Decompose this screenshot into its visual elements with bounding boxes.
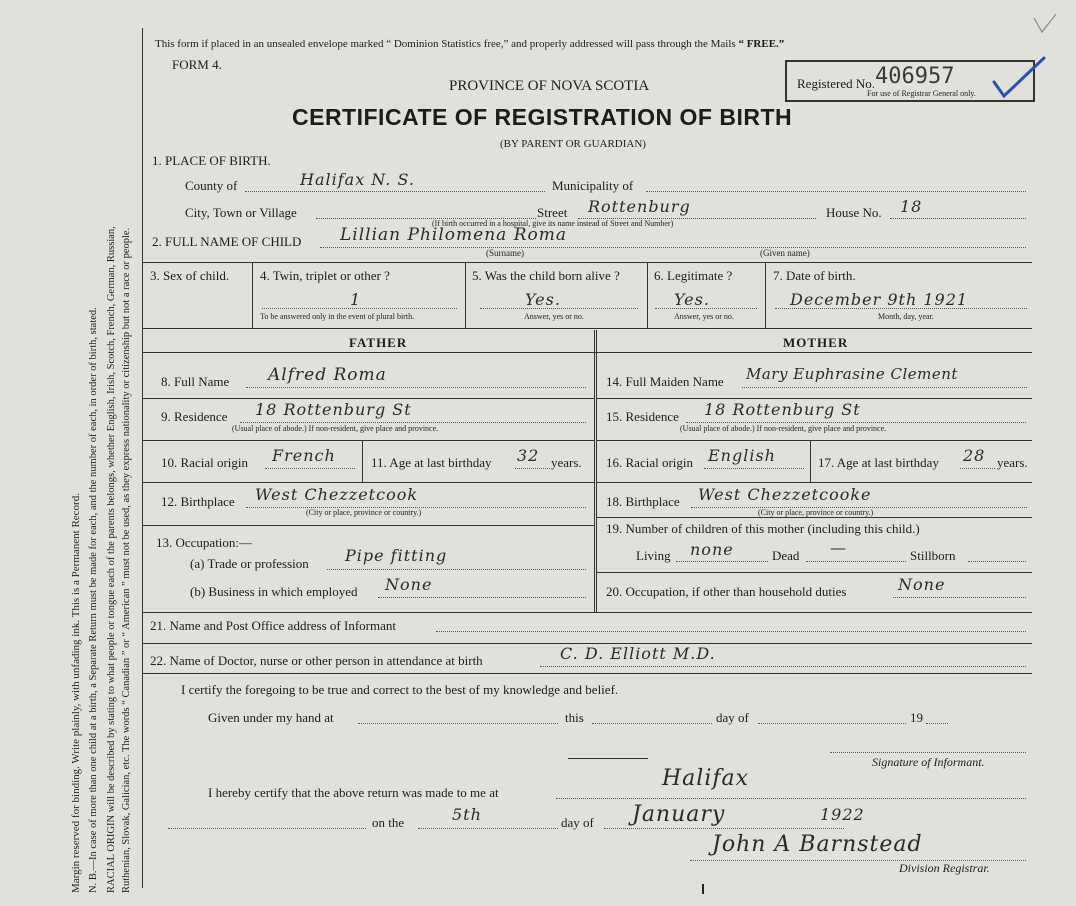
father-business-label: (b) Business in which employed [190,584,358,599]
margin-line-1: Margin reserved for binding. Write plainly, with unfading ink. This is a Permanent Record. [70,493,82,893]
legitimate-value: Yes. [674,290,710,309]
month-value: January [632,802,726,827]
mother-occupation-label: 20. Occupation, if other than household duties [606,584,847,599]
informant-signature-short-rule [568,758,648,759]
child-name-label: 2. FULL NAME OF CHILD [152,234,302,249]
mother-occupation-value: None [898,575,946,594]
father-birthplace-value: West Chezzetcook [255,485,419,504]
mother-birthplace-label: 18. Birthplace [606,494,680,509]
registered-number: 406957 [875,64,955,89]
certify-text: I certify the foregoing to be true and correct to the best of my knowledge and belief. [181,682,619,697]
municipality-line [646,191,1026,192]
hereby-place-line [556,798,1026,799]
living-label: Living [636,548,671,563]
mother-row-rule-2 [596,440,1032,441]
registered-label: Registered No. [797,76,875,91]
twin-label: 4. Twin, triplet or other ? [260,268,390,283]
house-value: 18 [900,197,923,216]
mother-name-value: Mary Euphrasine Clement [746,365,958,383]
father-years: years. [551,455,582,470]
grid-divider-3 [647,262,648,328]
hospital-note: (If birth occurred in a hospital, give its name instead of Street and Number) [432,219,674,228]
mother-age-line [960,468,995,469]
margin-line-4: Ruthenian, Slovak, Galician, etc. The words “ Canadian ” or “ American ” must not be used, as they express nationality or citizenship but not a race or people. [121,227,132,893]
twin-value: 1 [350,290,362,309]
living-value: none [690,540,734,559]
registrar-note: For use of Registrar General only. [867,89,976,98]
division-registrar-label: Division Registrar. [899,861,990,875]
province-heading: PROVINCE OF NOVA SCOTIA [449,78,650,94]
given-place-line [358,723,558,724]
legitimate-note: Answer, yes or no. [674,312,734,321]
sex-label: 3. Sex of child. [150,268,230,283]
mother-residence-line [686,422,1026,423]
this-label: this [565,710,584,725]
child-name-value: Lillian Philomena Roma [340,225,567,245]
father-age-line [515,468,550,469]
alive-label: 5. Was the child born alive ? [472,268,620,283]
parents-bottom-rule [142,612,1032,613]
house-line [890,218,1026,219]
on-the-lead-line [168,828,366,829]
mother-years: years. [997,455,1028,470]
father-name-label: 8. Full Name [161,374,230,389]
informant-signature-line [830,752,1026,753]
informant-label: 21. Name and Post Office address of Informant [150,618,396,633]
mother-name-label: 14. Full Maiden Name [606,374,724,389]
doctor-line [540,666,1026,667]
grid-divider-1 [252,262,253,328]
father-racial-line [265,468,355,469]
mother-row-rule-5 [596,572,1032,573]
mother-residence-label: 15. Residence [606,409,679,424]
county-line [245,191,545,192]
check-mark-icon [990,52,1050,102]
mother-children-label: 19. Number of children of this mother (including this child.) [606,521,920,536]
father-heading: FATHER [349,335,408,350]
mother-age-value: 28 [963,446,986,465]
street-label: Street [537,205,568,220]
living-line [676,561,768,562]
mother-racial-line [704,468,804,469]
given-month-line [758,723,906,724]
mother-occupation-line [893,597,1026,598]
dob-label: 7. Date of birth. [773,268,856,283]
house-label: House No. [826,205,882,220]
father-residence-line [240,422,586,423]
margin-rule [142,28,143,888]
father-row-rule-4 [142,525,594,526]
mother-name-line [742,387,1027,388]
parents-heading-rule [142,352,1032,353]
dob-note: Month, day, year. [878,312,934,321]
father-residence-note: (Usual place of abode.) If non-resident, give place and province. [232,424,439,433]
mother-heading: MOTHER [783,335,849,350]
child-name-line [320,247,1026,248]
hereby-place-value: Halifax [662,766,750,791]
father-age-divider [362,440,363,482]
certificate-subtitle: (BY PARENT OR GUARDIAN) [500,138,646,150]
city-label: City, Town or Village [185,205,297,220]
mother-row-rule-3 [596,482,1032,483]
legitimate-label: 6. Legitimate ? [654,268,733,283]
father-occupation-label: 13. Occupation:— [156,535,253,550]
form-number: FORM 4. [172,57,222,72]
certificate-title: CERTIFICATE OF REGISTRATION OF BIRTH [292,104,793,130]
registrar-signature: John A Barnstead [712,832,923,857]
day-value: 5th [452,805,482,824]
county-label: County of [185,178,238,193]
mother-row-rule-1 [596,398,1032,399]
father-racial-value: French [272,446,336,465]
father-trade-line [327,569,586,570]
informant-line [436,631,1026,632]
mother-racial-label: 16. Racial origin [606,455,694,470]
month-line [604,828,844,829]
place-section: 1. PLACE OF BIRTH. [152,153,271,168]
mother-birthplace-note: (City or place, province or country.) [758,508,874,517]
father-residence-value: 18 Rottenburg St [255,400,412,419]
father-name-line [246,387,586,388]
alive-value: Yes. [525,290,561,309]
grid-top-rule [142,262,1032,263]
on-the-label: on the [372,815,405,830]
twin-note: To be answered only in the event of plural birth. [260,312,415,321]
dob-value: December 9th 1921 [790,290,969,309]
father-trade-value: Pipe fitting [345,546,448,565]
father-business-line [378,597,586,598]
stillborn-line [968,561,1026,562]
father-residence-label: 9. Residence [161,409,228,424]
surname-note: (Surname) [486,248,524,258]
mother-birthplace-value: West Chezzetcooke [698,485,872,504]
doctor-label: 22. Name of Doctor, nurse or other person in attendance at birth [150,653,483,668]
day-line [418,828,558,829]
signature-informant-label: Signature of Informant. [872,755,985,769]
doctor-rule [142,673,1032,674]
mother-age-label: 17. Age at last birthday [818,455,939,470]
margin-line-2: N. B.—In case of more than one child at a birth, a Separate Return must be made for each, and the number of each, in order of birth, stated. [88,307,99,893]
municipality-label: Municipality of [552,178,634,193]
father-age-value: 32 [517,446,540,465]
doctor-value: C. D. Elliott M.D. [560,644,716,663]
mother-residence-note: (Usual place of abode.) If non-resident, give place and province. [680,424,887,433]
envelope-note [155,38,784,50]
grid-divider-4 [765,262,766,328]
dead-line [806,561,906,562]
given-day-line [592,723,712,724]
dead-label: Dead [772,548,800,563]
father-business-value: None [385,575,433,594]
envelope-note-text: This form if placed in an unsealed envelope marked “ Dominion Statistics free,” and properly addressed will pass through the Mails [155,38,736,50]
father-birthplace-note: (City or place, province or country.) [306,508,422,517]
parents-divider [594,330,597,612]
given-label: Given under my hand at [208,710,334,725]
day-of-label: day of [716,710,749,725]
year-value: 1922 [820,805,865,824]
year-prefix: 19 [910,710,923,725]
pencil-tick-icon [1030,10,1060,40]
mother-racial-value: English [708,446,776,465]
street-value: Rottenburg [588,197,691,216]
given-name-note: (Given name) [760,248,810,258]
father-row-rule-1 [142,398,594,399]
dead-value: — [830,538,847,557]
mother-age-divider [810,440,811,482]
envelope-free: “ FREE.” [738,38,785,50]
hereby-text: I hereby certify that the above return was made to me at [208,785,499,800]
father-row-rule-2 [142,440,594,441]
father-birthplace-label: 12. Birthplace [161,494,235,509]
mother-row-rule-4 [596,517,1032,518]
ink-mark [702,884,704,894]
day-of-2-label: day of [561,815,594,830]
grid-divider-2 [465,262,466,328]
father-name-value: Alfred Roma [268,365,387,385]
margin-line-3: RACIAL ORIGIN will be described by stating to what people or tongue each of the parents belongs, whether English, Irish, Scotch, French, German, Russian, [106,226,117,893]
mother-residence-value: 18 Rottenburg St [704,400,861,419]
grid-bottom-rule [142,328,1032,329]
father-trade-label: (a) Trade or profession [190,556,309,571]
stillborn-label: Stillborn [910,548,956,563]
given-year-line [926,723,948,724]
alive-note: Answer, yes or no. [524,312,584,321]
father-age-label: 11. Age at last birthday [371,455,492,470]
father-racial-label: 10. Racial origin [161,455,249,470]
county-value: Halifax N. S. [300,170,415,189]
father-row-rule-3 [142,482,594,483]
